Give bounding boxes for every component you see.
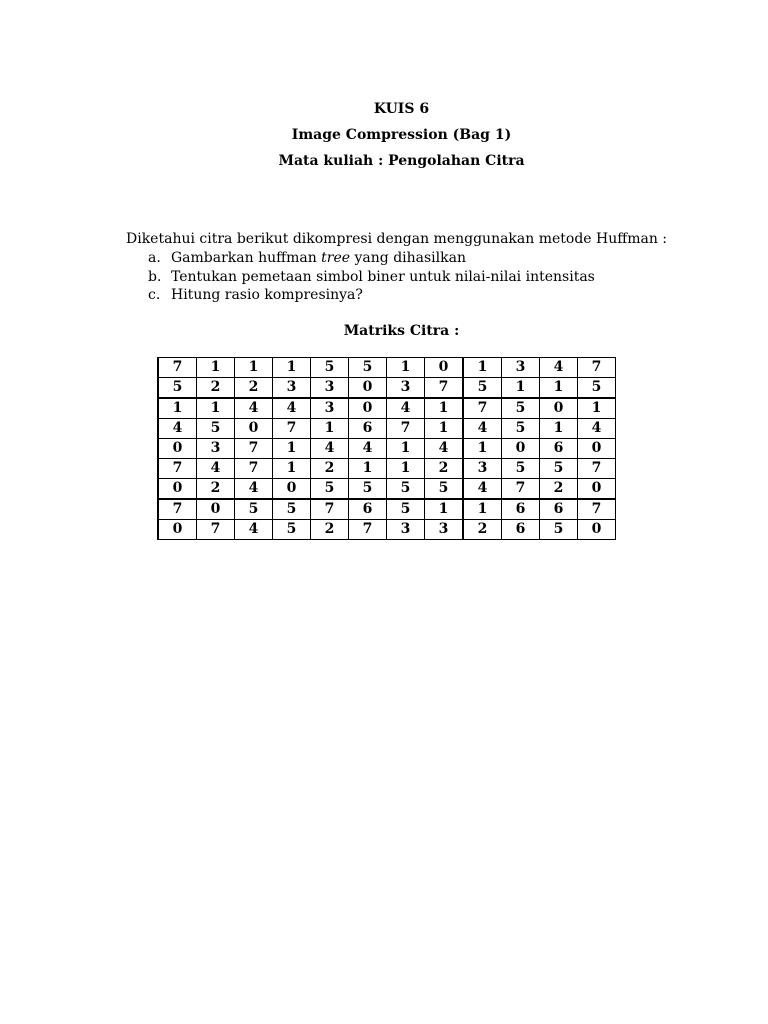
matrix-cell: 3 bbox=[311, 378, 349, 399]
matrix-cell: 5 bbox=[540, 459, 578, 479]
document-header bbox=[0, 99, 768, 177]
matrix-cell: 4 bbox=[540, 358, 578, 378]
question-letter: a. bbox=[148, 250, 161, 266]
matrix-row bbox=[158, 378, 616, 399]
question-item-b bbox=[148, 268, 595, 287]
image-matrix-table bbox=[157, 357, 616, 540]
matrix-cell: 7 bbox=[578, 499, 616, 520]
matrix-cell: 7 bbox=[502, 479, 540, 500]
matrix-cell: 3 bbox=[197, 439, 235, 459]
matrix-cell: 0 bbox=[540, 398, 578, 419]
matrix-cell: 1 bbox=[235, 358, 273, 378]
matrix-row bbox=[158, 520, 616, 540]
matrix-cell: 5 bbox=[158, 378, 197, 399]
matrix-cell: 1 bbox=[578, 398, 616, 419]
matrix-cell: 7 bbox=[387, 419, 425, 439]
matrix-cell: 3 bbox=[387, 378, 425, 399]
question-text: Gambarkan huffman bbox=[171, 250, 322, 266]
matrix-cell: 2 bbox=[197, 378, 235, 399]
matrix-cell: 3 bbox=[311, 398, 349, 419]
matrix-cell: 7 bbox=[463, 398, 502, 419]
matrix-cell: 7 bbox=[311, 499, 349, 520]
matrix-cell: 1 bbox=[197, 358, 235, 378]
matrix-cell: 4 bbox=[425, 439, 464, 459]
matrix-cell: 2 bbox=[235, 378, 273, 399]
matrix-cell: 5 bbox=[349, 358, 387, 378]
matrix-row bbox=[158, 479, 616, 500]
matrix-cell: 3 bbox=[463, 459, 502, 479]
matrix-cell: 4 bbox=[311, 439, 349, 459]
matrix-cell: 3 bbox=[387, 520, 425, 540]
matrix-title: Matriks Citra : bbox=[343, 323, 460, 339]
matrix-cell: 4 bbox=[235, 520, 273, 540]
matrix-cell: 1 bbox=[387, 358, 425, 378]
matrix-cell: 6 bbox=[540, 439, 578, 459]
matrix-cell: 5 bbox=[273, 520, 311, 540]
matrix-cell: 2 bbox=[425, 459, 464, 479]
matrix-cell: 1 bbox=[463, 499, 502, 520]
matrix-cell: 0 bbox=[273, 479, 311, 500]
matrix-cell: 1 bbox=[273, 459, 311, 479]
matrix-cell: 0 bbox=[158, 479, 197, 500]
matrix-cell: 5 bbox=[463, 378, 502, 399]
matrix-cell: 5 bbox=[235, 499, 273, 520]
matrix-cell: 0 bbox=[158, 439, 197, 459]
matrix-row bbox=[158, 419, 616, 439]
quiz-title: KUIS 6 bbox=[373, 101, 430, 117]
matrix-cell: 1 bbox=[463, 439, 502, 459]
matrix-cell: 4 bbox=[387, 398, 425, 419]
matrix-row bbox=[158, 439, 616, 459]
matrix-cell: 4 bbox=[235, 479, 273, 500]
question-text: Hitung rasio kompresinya? bbox=[171, 287, 363, 303]
question-list bbox=[148, 249, 595, 305]
matrix-cell: 7 bbox=[158, 499, 197, 520]
matrix-cell: 1 bbox=[463, 358, 502, 378]
matrix-cell: 4 bbox=[197, 459, 235, 479]
matrix-cell: 1 bbox=[349, 459, 387, 479]
matrix-cell: 0 bbox=[578, 439, 616, 459]
matrix-cell: 5 bbox=[502, 419, 540, 439]
matrix-cell: 0 bbox=[349, 378, 387, 399]
matrix-cell: 4 bbox=[235, 398, 273, 419]
matrix-cell: 6 bbox=[349, 499, 387, 520]
matrix-cell: 7 bbox=[578, 459, 616, 479]
quiz-subtitle: Image Compression (Bag 1) bbox=[291, 127, 512, 143]
matrix-cell: 5 bbox=[387, 479, 425, 500]
matrix-cell: 0 bbox=[158, 520, 197, 540]
matrix-cell: 6 bbox=[540, 499, 578, 520]
matrix-cell: 2 bbox=[311, 459, 349, 479]
matrix-cell: 7 bbox=[197, 520, 235, 540]
matrix-cell: 6 bbox=[349, 419, 387, 439]
matrix-cell: 7 bbox=[158, 459, 197, 479]
matrix-cell: 4 bbox=[158, 419, 197, 439]
matrix-cell: 5 bbox=[311, 479, 349, 500]
matrix-cell: 1 bbox=[197, 398, 235, 419]
matrix-cell: 3 bbox=[425, 520, 464, 540]
matrix-cell: 5 bbox=[273, 499, 311, 520]
course-name: Mata kuliah : Pengolahan Citra bbox=[278, 153, 525, 169]
matrix-cell: 2 bbox=[197, 479, 235, 500]
matrix-row bbox=[158, 398, 616, 419]
matrix-cell: 6 bbox=[502, 520, 540, 540]
matrix-cell: 1 bbox=[158, 398, 197, 419]
matrix-cell: 1 bbox=[387, 459, 425, 479]
matrix-cell: 1 bbox=[425, 499, 464, 520]
matrix-cell: 0 bbox=[349, 398, 387, 419]
matrix-cell: 1 bbox=[502, 378, 540, 399]
matrix-cell: 7 bbox=[235, 439, 273, 459]
matrix-cell: 5 bbox=[502, 459, 540, 479]
matrix-cell: 0 bbox=[578, 520, 616, 540]
matrix-cell: 0 bbox=[197, 499, 235, 520]
matrix-cell: 1 bbox=[425, 398, 464, 419]
question-letter: b. bbox=[148, 268, 162, 285]
matrix-row bbox=[158, 499, 616, 520]
matrix-cell: 0 bbox=[502, 439, 540, 459]
matrix-cell: 2 bbox=[311, 520, 349, 540]
matrix-cell: 1 bbox=[311, 419, 349, 439]
matrix-cell: 7 bbox=[349, 520, 387, 540]
matrix-cell: 1 bbox=[273, 439, 311, 459]
question-text: Tentukan pemetaan simbol biner untuk nilai-nilai intensitas bbox=[171, 268, 595, 285]
matrix-cell: 1 bbox=[387, 439, 425, 459]
matrix-cell: 1 bbox=[273, 358, 311, 378]
question-item-c bbox=[148, 286, 595, 305]
matrix-cell: 4 bbox=[349, 439, 387, 459]
matrix-row bbox=[158, 459, 616, 479]
matrix-row bbox=[158, 358, 616, 378]
matrix-cell: 4 bbox=[273, 398, 311, 419]
matrix-cell: 2 bbox=[540, 479, 578, 500]
matrix-cell: 2 bbox=[463, 520, 502, 540]
matrix-cell: 5 bbox=[425, 479, 464, 500]
question-emphasis: tree bbox=[321, 250, 351, 266]
matrix-body bbox=[158, 358, 616, 540]
matrix-cell: 0 bbox=[578, 479, 616, 500]
matrix-cell: 4 bbox=[463, 419, 502, 439]
matrix-cell: 7 bbox=[235, 459, 273, 479]
matrix-cell: 3 bbox=[273, 378, 311, 399]
question-letter: c. bbox=[148, 287, 161, 303]
matrix-cell: 1 bbox=[540, 419, 578, 439]
intro-paragraph: Diketahui citra berikut dikompresi dengan menggunakan metode Huffman : bbox=[126, 231, 668, 247]
matrix-cell: 0 bbox=[425, 358, 464, 378]
question-item-a bbox=[148, 249, 595, 268]
matrix-cell: 5 bbox=[502, 398, 540, 419]
question-text-end: yang dihasilkan bbox=[350, 250, 466, 266]
matrix-cell: 5 bbox=[197, 419, 235, 439]
matrix-cell: 6 bbox=[502, 499, 540, 520]
matrix-cell: 7 bbox=[578, 358, 616, 378]
matrix-cell: 0 bbox=[235, 419, 273, 439]
matrix-cell: 7 bbox=[425, 378, 464, 399]
matrix-cell: 5 bbox=[540, 520, 578, 540]
matrix-cell: 5 bbox=[578, 378, 616, 399]
matrix-cell: 5 bbox=[349, 479, 387, 500]
matrix-cell: 1 bbox=[540, 378, 578, 399]
matrix-cell: 1 bbox=[425, 419, 464, 439]
matrix-cell: 3 bbox=[502, 358, 540, 378]
matrix-cell: 4 bbox=[463, 479, 502, 500]
matrix-cell: 5 bbox=[387, 499, 425, 520]
matrix-cell: 7 bbox=[273, 419, 311, 439]
matrix-cell: 7 bbox=[158, 358, 197, 378]
matrix-cell: 4 bbox=[578, 419, 616, 439]
matrix-cell: 5 bbox=[311, 358, 349, 378]
